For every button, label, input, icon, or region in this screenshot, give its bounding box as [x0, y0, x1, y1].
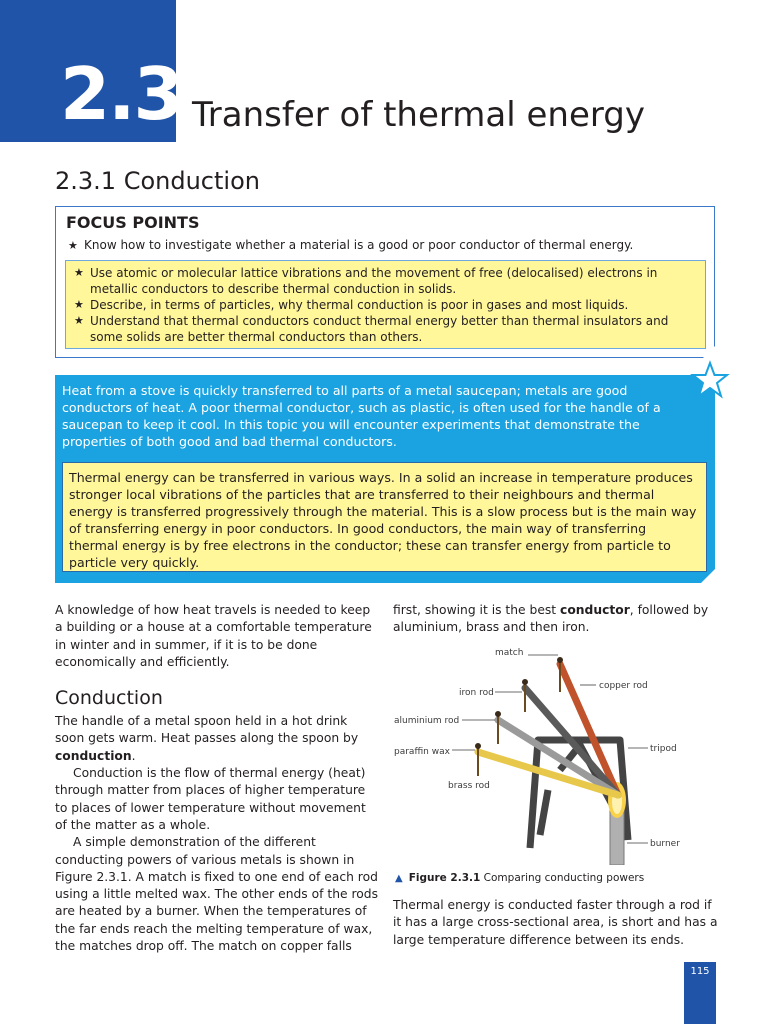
label-aluminium-rod: aluminium rod [394, 716, 460, 726]
extended-focus-points [65, 260, 706, 349]
paragraph-text: first, showing it is the best [393, 603, 561, 617]
star-icon [690, 360, 730, 400]
label-tripod: tripod [650, 744, 677, 754]
key-term: conduction [55, 748, 132, 763]
box-corner-cut [703, 346, 715, 358]
focus-point [66, 238, 724, 253]
focus-point-text: Describe, in terms of particles, why thermal conduction is poor in gases and most liquids. [90, 298, 629, 312]
label-copper-rod: copper rod [599, 681, 648, 691]
focus-point [72, 297, 699, 313]
focus-point [72, 265, 699, 297]
paragraph: Conduction is the flow of thermal energy (heat) through matter from places of higher temperature to places of lower temperature without movement of the matter as a whole. [55, 766, 366, 832]
subheading-conduction: Conduction [55, 687, 163, 710]
intro-key-concept-box [62, 462, 707, 572]
focus-point [72, 313, 699, 345]
paragraph-text: , followed by aluminium, brass and then iron. [393, 603, 709, 635]
paragraph-text: The handle of a metal spoon held in a hot drink soon gets warm. Heat passes along the spoon by [55, 714, 359, 746]
star-bullet-icon: ★ [74, 266, 84, 279]
star-bullet-icon: ★ [74, 314, 84, 327]
triangle-icon: ▲ [395, 873, 403, 884]
focus-point-text: Know how to investigate whether a material is a good or poor conductor of thermal energy. [84, 238, 634, 252]
star-bullet-icon: ★ [74, 298, 84, 311]
chapter-number: 2.3 [60, 52, 182, 136]
conduction-apparatus-figure [390, 640, 700, 865]
paragraph: A simple demonstration of the different conducting powers of various metals is shown in Figure 2.3.1. A match is fixed to one end of each rod using a little melted wax. The other ends of the rods are heated by a burner. When the temperatures of the far ends reach the melting temperature of wax, the matches drop off. The match on copper falls [55, 835, 378, 954]
box-corner-cut [701, 569, 715, 583]
page-number: 115 [690, 966, 710, 977]
paragraph: Thermal energy is conducted faster through a rod if it has a large cross-sectional area, is short and has a large temperature difference between its ends. [393, 898, 718, 947]
chapter-title: Transfer of thermal energy [192, 95, 645, 135]
label-match: match [495, 648, 524, 658]
left-column [55, 602, 380, 955]
caption-text: Comparing conducting powers [480, 872, 645, 884]
right-column-text [393, 602, 723, 637]
focus-point-text: Understand that thermal conductors conduct thermal energy better than thermal insulators and some solids are better thermal conductors than others. [90, 314, 669, 344]
figure-number: Figure 2.3.1 [408, 872, 481, 884]
label-burner: burner [650, 839, 680, 849]
focus-points-heading: FOCUS POINTS [66, 213, 200, 232]
key-term: conductor [560, 603, 630, 617]
page-number-tab [684, 962, 716, 1024]
figure-caption [395, 872, 644, 884]
intro-text: Heat from a stove is quickly transferred to all parts of a metal saucepan; metals are good conductors of heat. A poor thermal conductor, such as plastic, is often used for the handle of a saucepan to keep it cool. In this topic you will encounter experiments that demonstrate the properties of both good and bad thermal conductors. [62, 383, 661, 449]
section-title: 2.3.1 Conduction [55, 167, 260, 195]
focus-points-box [55, 206, 715, 358]
paragraph [55, 713, 380, 765]
label-brass-rod: brass rod [448, 781, 490, 791]
intro-box [55, 375, 715, 583]
paragraph: A knowledge of how heat travels is needed to keep a building or a house at a comfortable temperature in winter and in summer, if it is to be done economically and efficiently. [55, 603, 372, 669]
star-bullet-icon: ★ [68, 239, 78, 252]
paragraph-text: . [131, 748, 136, 763]
key-concept-text: Thermal energy can be transferred in various ways. In a solid an increase in temperature produces stronger local vibrations of the particles that are transferred to their neighbours and thermal energy is transferred progressively through the material. This is a slow process but is the main way of transferring energy in poor conductors. In good conductors, the main way of transferring thermal energy is by free electrons in the conductor; these can transfer energy from particle to particle very quickly. [69, 470, 697, 570]
focus-point-text: Use atomic or molecular lattice vibrations and the movement of free (delocalised) electrons in metallic conductors to describe thermal conduction in solids. [90, 266, 658, 296]
label-iron-rod: iron rod [459, 688, 494, 698]
label-paraffin-wax: paraffin wax [394, 747, 450, 757]
